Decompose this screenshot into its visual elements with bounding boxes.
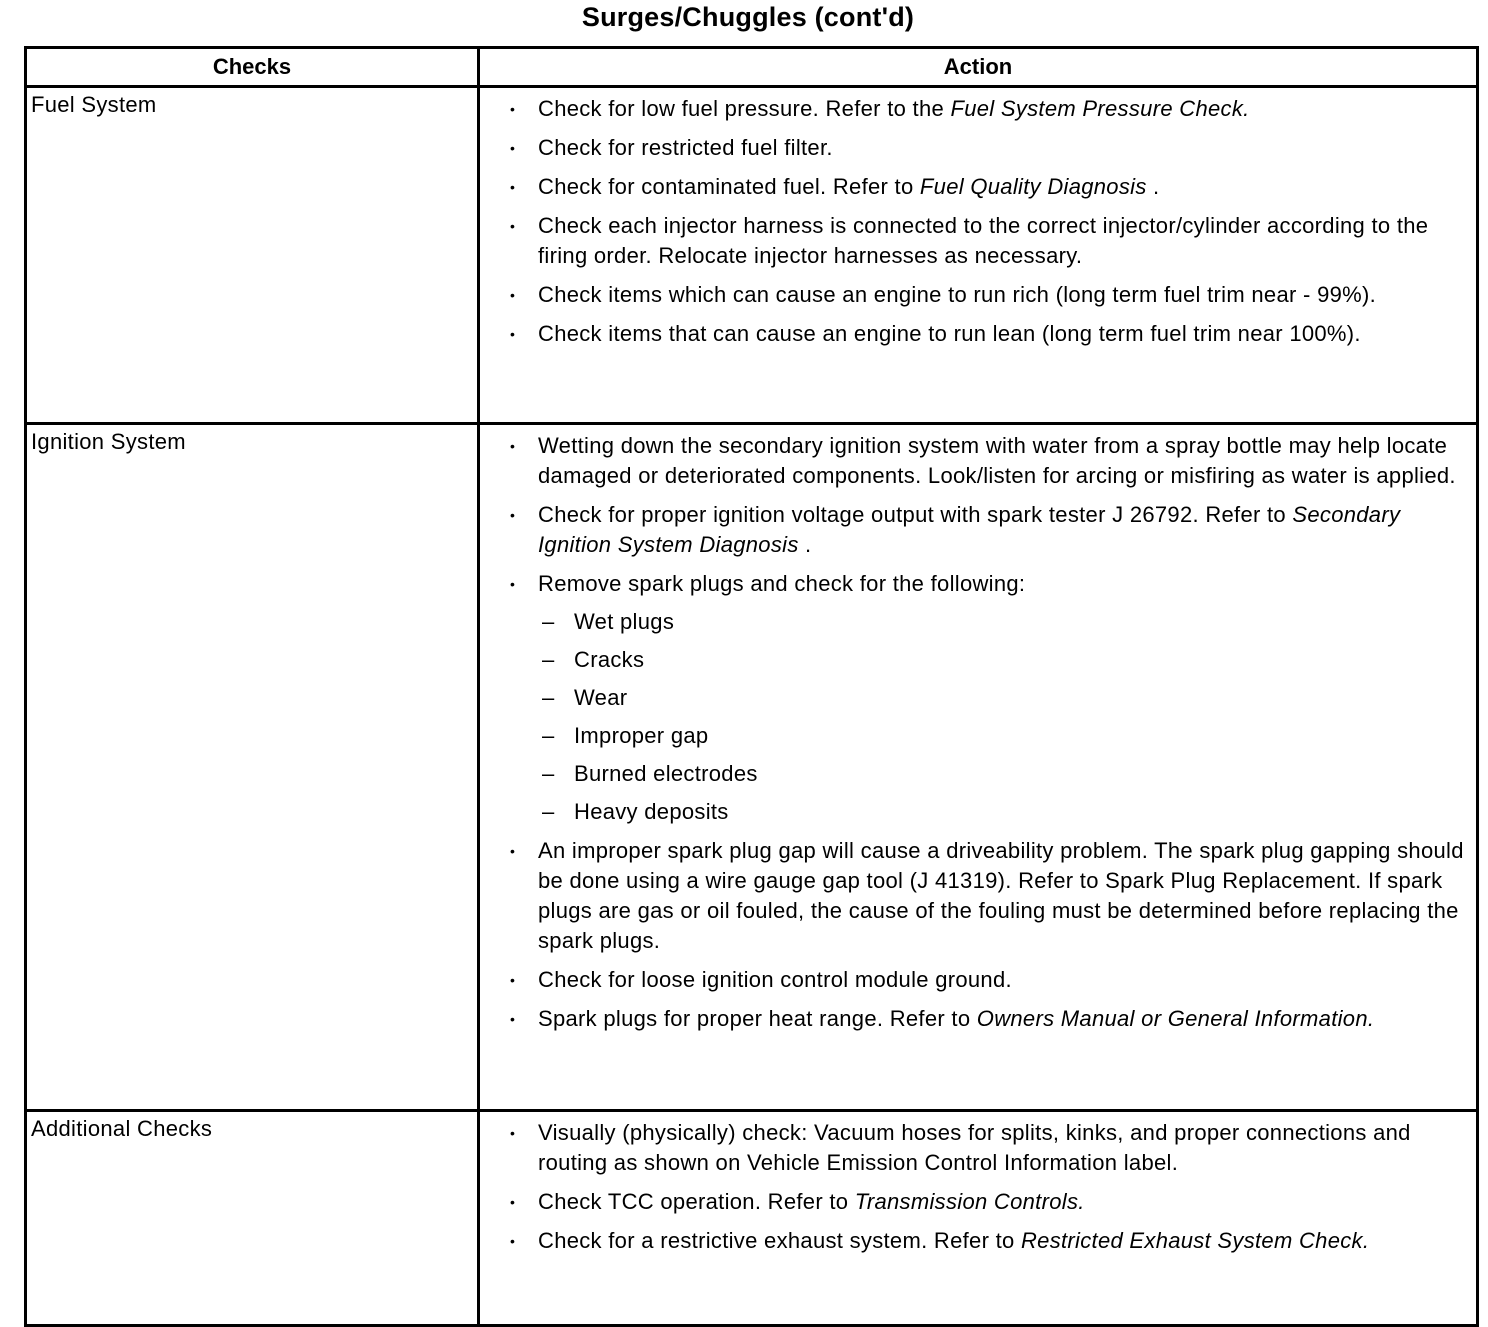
action-list: [510, 431, 1468, 1034]
reference-link: Fuel System Pressure Check.: [950, 96, 1250, 121]
action-item: • Wetting down the secondary ignition system with water from a spray bottle may help locate damaged or deteriorated components. Look/listen for arcing or misfiring as water is applied.: [510, 431, 1468, 491]
action-item: • Check items that can cause an engine to run lean (long term fuel trim near 100%).: [510, 319, 1468, 349]
action-list: [510, 1118, 1468, 1256]
check-cell: Additional Checks: [26, 1111, 479, 1326]
reference-link: Transmission Controls.: [854, 1189, 1085, 1214]
table-header-row: [26, 48, 1478, 87]
action-item: • An improper spark plug gap will cause a driveability problem. The spark plug gapping should be done using a wire gauge gap tool (J 41319). Refer to Spark Plug Replacement. If spark plugs are gas or oil fouled, the cause of the fouling must be determined before replacing the spark plugs.: [510, 836, 1468, 956]
check-cell: Fuel System: [26, 87, 479, 424]
reference-link: Secondary Ignition System Diagnosis: [538, 502, 1401, 557]
action-list: [510, 94, 1468, 349]
action-item: • Check for a restrictive exhaust system. Refer to Restricted Exhaust System Check.: [510, 1226, 1468, 1256]
action-item: • Check TCC operation. Refer to Transmission Controls.: [510, 1187, 1468, 1217]
sub-item: – Improper gap: [538, 721, 1468, 751]
sub-item: – Heavy deposits: [538, 797, 1468, 827]
reference-link: Fuel Quality Diagnosis: [919, 174, 1147, 199]
diagnostic-table: [24, 46, 1479, 1327]
table-row: [26, 424, 1478, 1111]
action-item: • Check for proper ignition voltage output with spark tester J 26792. Refer to Secondary Ignition System Diagnosis .: [510, 500, 1468, 560]
action-cell: [479, 87, 1478, 424]
action-item: • Check each injector harness is connected to the correct injector/cylinder according to the firing order. Relocate injector harnesses as necessary.: [510, 211, 1468, 271]
sub-item: – Burned electrodes: [538, 759, 1468, 789]
action-item: • Check for restricted fuel filter.: [510, 133, 1468, 163]
action-item: • Check for loose ignition control module ground.: [510, 965, 1468, 995]
action-item: • Check for low fuel pressure. Refer to the Fuel System Pressure Check.: [510, 94, 1468, 124]
action-cell: [479, 1111, 1478, 1326]
action-item: • Spark plugs for proper heat range. Refer to Owners Manual or General Information.: [510, 1004, 1468, 1034]
action-item: • Check items which can cause an engine to run rich (long term fuel trim near - 99%).: [510, 280, 1468, 310]
reference-link: Owners Manual or General Information.: [976, 1006, 1375, 1031]
column-header-action: Action: [479, 48, 1478, 87]
page-title: Surges/Chuggles (cont'd): [581, 2, 915, 32]
sub-item: – Wear: [538, 683, 1468, 713]
sub-item: – Wet plugs: [538, 607, 1468, 637]
sub-item: – Cracks: [538, 645, 1468, 675]
column-header-checks: Checks: [26, 48, 479, 87]
action-item: • Visually (physically) check: Vacuum hoses for splits, kinks, and proper connections and routing as shown on Vehicle Emission Control Information label.: [510, 1118, 1468, 1178]
action-item: • Check for contaminated fuel. Refer to Fuel Quality Diagnosis .: [510, 172, 1468, 202]
reference-link: Restricted Exhaust System Check.: [1020, 1228, 1370, 1253]
check-cell: Ignition System: [26, 424, 479, 1111]
action-cell: [479, 424, 1478, 1111]
table-row: [26, 1111, 1478, 1326]
sub-list: [538, 607, 1468, 827]
table-row: [26, 87, 1478, 424]
action-item: • Remove spark plugs and check for the following: – Wet plugs – Cracks – Wear – Improper gap – Burned electrodes – Heavy deposits: [510, 569, 1468, 827]
